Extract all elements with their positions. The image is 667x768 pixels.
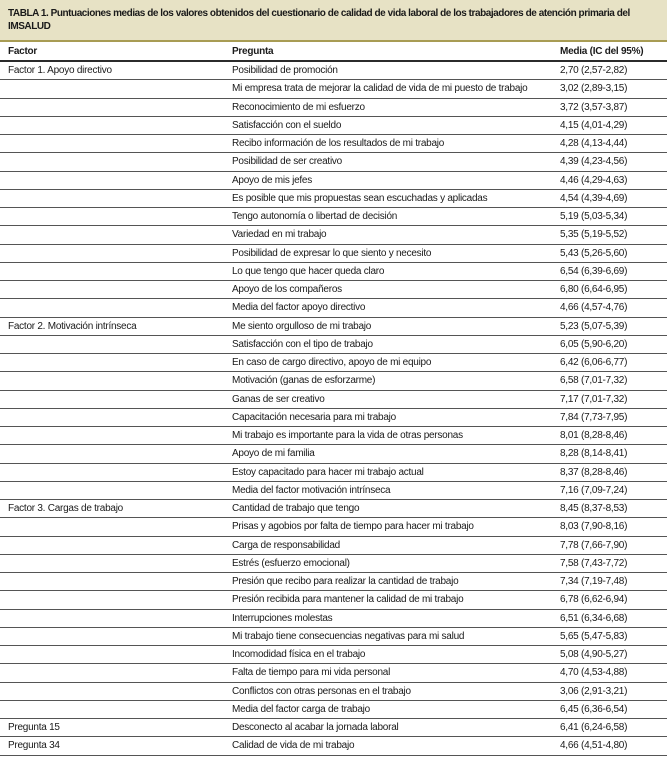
row-factor-label (0, 453, 232, 454)
row-factor-label (0, 216, 232, 217)
row-factor-label: Pregunta 34 (8, 740, 60, 752)
row-factor-label (0, 125, 232, 126)
row-media: 7,16 (7,09-7,24) (560, 484, 628, 496)
row-factor-label (0, 180, 232, 181)
table-row (0, 135, 667, 153)
table-row (0, 591, 667, 609)
table-row (0, 445, 667, 463)
row-media: 7,58 (7,43-7,72) (560, 557, 628, 569)
row-media: 5,65 (5,47-5,83) (560, 630, 628, 642)
table-title-band (0, 0, 667, 42)
row-factor-label (0, 654, 232, 655)
row-pregunta: Mi trabajo es importante para la vida de otras personas (232, 430, 463, 442)
row-factor-label (0, 143, 232, 144)
row-media: 7,17 (7,01-7,32) (560, 393, 628, 405)
row-factor-label (0, 709, 232, 710)
row-media: 7,34 (7,19-7,48) (560, 576, 628, 588)
table-row (0, 208, 667, 226)
row-pregunta: Capacitación necesaria para mi trabajo (232, 411, 396, 423)
row-factor-label (0, 344, 232, 345)
row-factor-label (0, 271, 232, 272)
row-media: 4,70 (4,53-4,88) (560, 667, 628, 679)
row-pregunta: Posibilidad de ser creativo (232, 156, 342, 168)
row-pregunta: Variedad en mi trabajo (232, 229, 327, 241)
table-row (0, 737, 667, 755)
row-media: 8,03 (7,90-8,16) (560, 521, 628, 533)
table-row (0, 190, 667, 208)
row-factor-label (0, 545, 232, 546)
row-pregunta: Me siento orgulloso de mi trabajo (232, 320, 372, 332)
table-row (0, 226, 667, 244)
row-pregunta: Cantidad de trabajo que tengo (232, 503, 360, 515)
row-media: 5,08 (4,90-5,27) (560, 649, 628, 661)
row-pregunta: Desconecto al acabar la jornada laboral (232, 722, 399, 734)
column-header-row (0, 42, 667, 62)
row-pregunta: Prisas y agobios por falta de tiempo para hacer mi trabajo (232, 521, 474, 533)
table-title: TABLA 1. Puntuaciones medias de los valores obtenidos del cuestionario de calidad de vida laboral de los trabajadores de atención primaria del IMSALUD (8, 8, 630, 32)
row-media: 6,45 (6,36-6,54) (560, 703, 628, 715)
table-row (0, 99, 667, 117)
row-pregunta: Lo que tengo que hacer queda claro (232, 265, 385, 277)
table-row (0, 372, 667, 390)
row-pregunta: Estrés (esfuerzo emocional) (232, 557, 350, 569)
row-media: 5,43 (5,26-5,60) (560, 247, 628, 259)
column-header-factor: Factor (8, 46, 38, 57)
row-media: 6,41 (6,24-6,58) (560, 722, 628, 734)
table-row (0, 646, 667, 664)
row-factor-label (0, 399, 232, 400)
table-row (0, 172, 667, 190)
table-row (0, 117, 667, 135)
table-row (0, 719, 667, 737)
row-factor-label (0, 161, 232, 162)
row-media: 3,02 (2,89-3,15) (560, 83, 628, 95)
column-header-media: Media (IC del 95%) (560, 46, 644, 57)
row-factor-label (0, 107, 232, 108)
table-row (0, 299, 667, 317)
row-factor-label (0, 198, 232, 199)
row-pregunta: Presión que recibo para realizar la cantidad de trabajo (232, 576, 459, 588)
table-row (0, 281, 667, 299)
row-pregunta: Es posible que mis propuestas sean escuchadas y aplicadas (232, 192, 488, 204)
row-media: 8,28 (8,14-8,41) (560, 448, 628, 460)
table-row (0, 62, 667, 80)
row-media: 4,28 (4,13-4,44) (560, 138, 628, 150)
row-media: 6,80 (6,64-6,95) (560, 284, 628, 296)
table-row (0, 245, 667, 263)
row-media: 8,45 (8,37-8,53) (560, 503, 628, 515)
table-row (0, 628, 667, 646)
table-row (0, 427, 667, 445)
table-body (0, 62, 667, 756)
table-row (0, 391, 667, 409)
row-pregunta: Incomodidad física en el trabajo (232, 649, 366, 661)
row-factor-label (0, 636, 232, 637)
table-row (0, 664, 667, 682)
row-factor-label (0, 618, 232, 619)
row-media: 4,54 (4,39-4,69) (560, 192, 628, 204)
row-factor-label (0, 599, 232, 600)
row-media: 8,01 (8,28-8,46) (560, 430, 628, 442)
row-factor-label (0, 253, 232, 254)
table-row (0, 354, 667, 372)
row-media: 4,15 (4,01-4,29) (560, 119, 628, 131)
row-pregunta: Carga de responsabilidad (232, 539, 340, 551)
row-media: 5,23 (5,07-5,39) (560, 320, 628, 332)
row-factor-label (0, 672, 232, 673)
row-media: 4,66 (4,57-4,76) (560, 302, 628, 314)
row-media: 6,58 (7,01-7,32) (560, 375, 628, 387)
row-factor-label (0, 435, 232, 436)
row-pregunta: Conflictos con otras personas en el trabajo (232, 685, 411, 697)
row-pregunta: Apoyo de los compañeros (232, 284, 342, 296)
table-row (0, 683, 667, 701)
row-factor-label (0, 526, 232, 527)
row-media: 6,05 (5,90-6,20) (560, 338, 628, 350)
row-media: 6,42 (6,06-6,77) (560, 357, 628, 369)
row-pregunta: Interrupciones molestas (232, 612, 333, 624)
row-factor-label (0, 472, 232, 473)
row-pregunta: Posibilidad de expresar lo que siento y necesito (232, 247, 432, 259)
table-row (0, 610, 667, 628)
row-factor-label: Factor 1. Apoyo directivo (8, 65, 112, 77)
row-pregunta: En caso de cargo directivo, apoyo de mi equipo (232, 357, 432, 369)
row-pregunta: Recibo información de los resultados de mi trabajo (232, 138, 445, 150)
row-factor-label (0, 691, 232, 692)
row-factor-label (0, 581, 232, 582)
table-row (0, 318, 667, 336)
table-row (0, 336, 667, 354)
row-pregunta: Falta de tiempo para mi vida personal (232, 667, 391, 679)
table-row (0, 555, 667, 573)
row-media: 7,84 (7,73-7,95) (560, 411, 628, 423)
row-pregunta: Media del factor apoyo directivo (232, 302, 366, 314)
row-factor-label (0, 380, 232, 381)
column-header-pregunta: Pregunta (232, 46, 274, 57)
row-pregunta: Media del factor motivación intrínseca (232, 484, 391, 496)
table-row (0, 153, 667, 171)
row-factor-label (0, 307, 232, 308)
row-pregunta: Estoy capacitado para hacer mi trabajo actual (232, 466, 424, 478)
table-row (0, 464, 667, 482)
row-media: 5,35 (5,19-5,52) (560, 229, 628, 241)
table-row (0, 500, 667, 518)
row-media: 6,51 (6,34-6,68) (560, 612, 628, 624)
row-pregunta: Presión recibida para mantener la calidad de mi trabajo (232, 594, 464, 606)
row-factor-label: Factor 2. Motivación intrínseca (8, 320, 137, 332)
row-pregunta: Reconocimiento de mi esfuerzo (232, 101, 365, 113)
row-factor-label: Factor 3. Cargas de trabajo (8, 503, 123, 515)
row-pregunta: Media del factor carga de trabajo (232, 703, 370, 715)
row-media: 6,78 (6,62-6,94) (560, 594, 628, 606)
row-media: 5,19 (5,03-5,34) (560, 211, 628, 223)
row-pregunta: Tengo autonomía o libertad de decisión (232, 211, 398, 223)
table-row (0, 482, 667, 500)
row-factor-label (0, 88, 232, 89)
row-pregunta: Apoyo de mi familia (232, 448, 315, 460)
row-factor-label (0, 490, 232, 491)
row-media: 8,37 (8,28-8,46) (560, 466, 628, 478)
row-factor-label (0, 563, 232, 564)
row-pregunta: Apoyo de mis jefes (232, 174, 312, 186)
row-pregunta: Motivación (ganas de esforzarme) (232, 375, 376, 387)
row-media: 2,70 (2,57-2,82) (560, 65, 628, 77)
row-media: 7,78 (7,66-7,90) (560, 539, 628, 551)
table-row (0, 701, 667, 719)
row-media: 4,46 (4,29-4,63) (560, 174, 628, 186)
row-pregunta: Satisfacción con el tipo de trabajo (232, 338, 373, 350)
row-pregunta: Mi trabajo tiene consecuencias negativas para mi salud (232, 630, 465, 642)
row-pregunta: Mi empresa trata de mejorar la calidad de vida de mi puesto de trabajo (232, 83, 528, 95)
row-pregunta: Posibilidad de promoción (232, 65, 338, 77)
row-factor-label: Pregunta 15 (8, 722, 60, 734)
table-row (0, 409, 667, 427)
row-media: 4,66 (4,51-4,80) (560, 740, 628, 752)
row-pregunta: Satisfacción con el sueldo (232, 119, 342, 131)
row-factor-label (0, 289, 232, 290)
table-row (0, 518, 667, 536)
row-pregunta: Calidad de vida de mi trabajo (232, 740, 355, 752)
table-row (0, 263, 667, 281)
row-media: 3,72 (3,57-3,87) (560, 101, 628, 113)
row-factor-label (0, 362, 232, 363)
row-factor-label (0, 417, 232, 418)
table-row (0, 80, 667, 98)
row-media: 6,54 (6,39-6,69) (560, 265, 628, 277)
row-pregunta: Ganas de ser creativo (232, 393, 325, 405)
row-factor-label (0, 234, 232, 235)
row-media: 4,39 (4,23-4,56) (560, 156, 628, 168)
table-row (0, 573, 667, 591)
row-media: 3,06 (2,91-3,21) (560, 685, 628, 697)
table-row (0, 537, 667, 555)
